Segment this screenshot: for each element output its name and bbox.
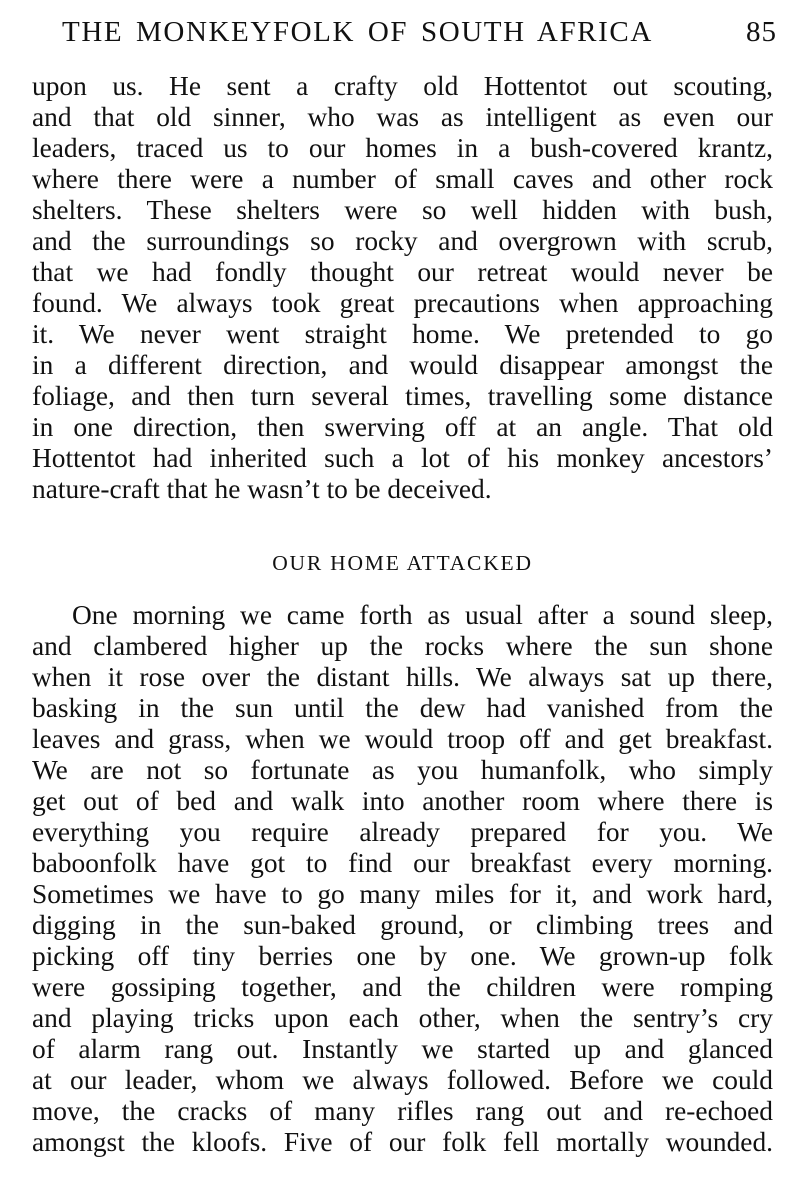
text-line: in one direction, then swerving off at an angle. That old — [32, 412, 773, 442]
text-line: where there were a number of small caves and other rock — [32, 164, 773, 194]
running-title: THE MONKEYFOLK OF SOUTH AFRICA — [62, 16, 653, 48]
running-head — [62, 16, 777, 56]
text-line: that we had fondly thought our retreat would never be — [32, 257, 773, 287]
text-line: amongst the kloofs. Five of our folk fell mortally wounded. — [32, 1127, 773, 1157]
text-line: shelters. These shelters were so well hidden with bush, — [32, 195, 773, 225]
text-line: basking in the sun until the dew had vanished from the — [32, 693, 773, 723]
text-line: get out of bed and walk into another room where there is — [32, 786, 773, 816]
text-line: digging in the sun-baked ground, or climbing trees and — [32, 910, 773, 940]
text-line: leaves and grass, when we would troop off and get breakfast. — [32, 724, 773, 754]
section-heading: OUR HOME ATTACKED — [272, 551, 533, 575]
text-line: and playing tricks upon each other, when the sentry’s cry — [32, 1003, 773, 1033]
text-line: foliage, and then turn several times, travelling some distance — [32, 381, 773, 411]
text-line: move, the cracks of many rifles rang out and re-echoed — [32, 1096, 773, 1126]
text-line: Hottentot had inherited such a lot of his monkey ancestors’ — [32, 443, 773, 473]
text-line: upon us. He sent a crafty old Hottentot out scouting, — [32, 71, 773, 101]
text-line: One morning we came forth as usual after a sound sleep, — [72, 600, 773, 630]
text-line: in a different direction, and would disappear amongst the — [32, 350, 773, 380]
text-line: We are not so fortunate as you humanfolk, who simply — [32, 755, 773, 785]
text-line: leaders, traced us to our homes in a bush-covered krantz, — [32, 133, 773, 163]
text-line: at our leader, whom we always followed. Before we could — [32, 1065, 773, 1095]
text-line: and clambered higher up the rocks where the sun shone — [32, 631, 773, 661]
text-line: were gossiping together, and the children were romping — [32, 972, 773, 1002]
text-line: and that old sinner, who was as intelligent as even our — [32, 102, 773, 132]
text-line: Sometimes we have to go many miles for it, and work hard, — [32, 879, 773, 909]
text-line: found. We always took great precautions when approaching — [32, 288, 773, 318]
text-line: everything you require already prepared for you. We — [32, 817, 773, 847]
text-line: baboonfolk have got to find our breakfast every morning. — [32, 848, 773, 878]
text-line: of alarm rang out. Instantly we started up and glanced — [32, 1034, 773, 1064]
text-line: it. We never went straight home. We pretended to go — [32, 319, 773, 349]
text-line: when it rose over the distant hills. We always sat up there, — [32, 662, 773, 692]
text-line: picking off tiny berries one by one. We grown-up folk — [32, 941, 773, 971]
page-number: 85 — [746, 16, 777, 48]
text-line: and the surroundings so rocky and overgrown with scrub, — [32, 226, 773, 256]
text-line: nature-craft that he wasn’t to be deceived. — [32, 474, 492, 504]
